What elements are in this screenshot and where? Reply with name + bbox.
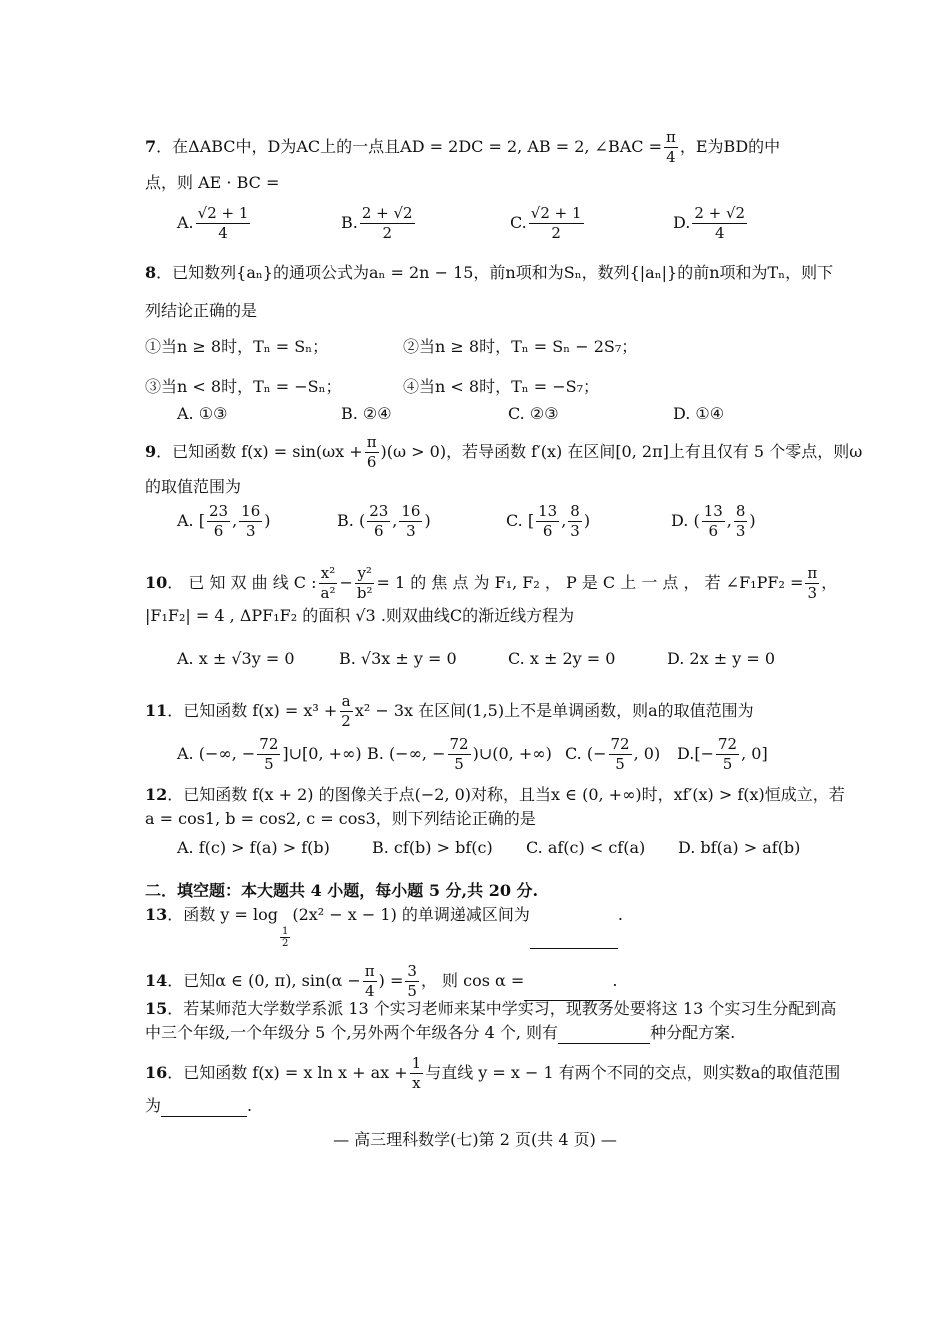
numerator: √2 + 1 [530, 204, 582, 222]
question-7-line-2: 点，则 AE · BC = [145, 173, 280, 192]
option-label: B. [341, 213, 358, 232]
bracket: [ [198, 511, 205, 530]
denominator: 3 [570, 522, 580, 540]
option-b: B. ②④ [341, 404, 392, 423]
option-d: D. bf(a) > af(b) [678, 838, 801, 857]
question-number: 9 [145, 442, 157, 461]
question-13 [145, 904, 623, 949]
denominator: 2 [382, 224, 392, 242]
option-a: A. [ $\frac{23}{6}$ , $\frac{16}{3}$ ) [177, 502, 271, 540]
option-label: C. [506, 511, 523, 530]
fraction [664, 128, 678, 167]
question-text: ．已知函数 f(x) = x ln x + ax + [167, 1063, 408, 1082]
punctuation: . [612, 971, 618, 990]
denominator: 5 [615, 755, 625, 773]
option-b [341, 204, 417, 243]
denominator: 6 [708, 522, 718, 540]
statement-3: ③当n < 8时，Tₙ = −Sₙ； [145, 377, 342, 396]
numerator: y² [357, 564, 372, 582]
option-label: C. [565, 744, 582, 763]
question-text: ．在ΔABC中，D为AC上的一点且AD = 2DC = 2, AB = 2, ∠BAC = [156, 137, 663, 156]
numerator: 23 [208, 502, 229, 520]
denominator: a² [320, 584, 336, 602]
option-a [177, 735, 362, 774]
answer-blank[interactable] [161, 1098, 247, 1117]
option-d [677, 735, 768, 774]
page-footer: — 高三理科数学(七)第 2 页(共 4 页) — [333, 1130, 617, 1149]
option-c: C. af(c) < cf(a) [526, 838, 646, 857]
question-text: ．已知函数 f(x + 2) 的图像关于点(−2, 0)对称，且当x ∈ (0, +∞)时，xf′(x) > f(x)恒成立，若 [167, 785, 845, 804]
option-a: A. ①③ [177, 404, 228, 423]
bracket: [ [527, 511, 535, 530]
option-a [177, 204, 252, 243]
interval-start: (−∞, − [198, 744, 256, 763]
numerator: π [364, 962, 375, 980]
numerator: 8 [735, 502, 746, 520]
minus-sign: − [339, 573, 353, 592]
question-14 [145, 962, 617, 1001]
question-8-line-1 [145, 262, 833, 284]
option-b: B. √3x ± y = 0 [339, 649, 457, 668]
numerator: 1 [281, 926, 289, 937]
numerator: 23 [369, 502, 389, 520]
option-label: D. [671, 511, 689, 530]
punctuation: ， [821, 573, 838, 592]
question-text: ．函数 y = log [167, 905, 278, 924]
option-b: B. ( $\frac{23}{6}$ , $\frac{16}{3}$ ) [337, 502, 431, 540]
option-label: B. [337, 511, 354, 530]
question-number: 7 [145, 137, 157, 156]
denominator: 5 [264, 755, 274, 773]
denominator: 3 [735, 522, 746, 540]
question-number: 14 [145, 971, 168, 990]
option-c: C. ②③ [508, 404, 559, 423]
question-12-line-2: a = cos1, b = cos2, c = cos3，则下列结论正确的是 [145, 809, 536, 828]
fraction [319, 564, 338, 603]
question-text: ， 则 cos α = [420, 971, 525, 990]
question-text: )(ω > 0)，若导函数 f′(x) 在区间[0, 2π]上有且仅有 5 个零点，则ω [380, 442, 863, 461]
numerator: 3 [407, 962, 417, 980]
option-b [367, 735, 552, 774]
option-c [510, 204, 586, 243]
denominator: 2 [551, 224, 561, 242]
question-9-line-1 [145, 433, 862, 472]
question-7-line-1 [145, 128, 780, 167]
denominator: x [412, 1074, 421, 1092]
bracket: ) [749, 511, 756, 530]
denominator: 3 [807, 584, 818, 602]
question-text: ．已知函数 f(x) = sin(ωx + [156, 442, 363, 461]
numerator: π [807, 564, 818, 582]
statement-2: ②当n ≥ 8时，Tₙ = Sₙ − 2S₇； [403, 337, 638, 356]
question-number: 11 [145, 701, 168, 720]
fraction [339, 692, 353, 731]
interval-end: )∪(0, +∞) [472, 744, 552, 763]
option-d: D. 2x ± y = 0 [667, 649, 776, 668]
numerator: 2 + √2 [694, 204, 746, 222]
option-c: C. [ $\frac{13}{6}$ , $\frac{8}{3}$ ) [506, 502, 591, 540]
question-15-line-2 [145, 1022, 735, 1044]
interval-start: (−∞, − [388, 744, 446, 763]
option-a: A. f(c) > f(a) > f(b) [177, 838, 330, 857]
denominator: 2 [281, 938, 289, 949]
answer-blank[interactable] [530, 930, 618, 949]
fraction [410, 1054, 424, 1093]
denominator: 2 [341, 712, 351, 730]
option-a: A. x ± √3y = 0 [177, 649, 295, 668]
interval-start: (− [586, 744, 607, 763]
statement-1: ①当n ≥ 8时，Tₙ = Sₙ； [145, 337, 329, 356]
punctuation: . [617, 905, 623, 924]
fraction [805, 564, 819, 603]
fraction [365, 433, 379, 472]
option-d: D. ①④ [673, 404, 725, 423]
numerator: a [341, 692, 351, 710]
option-d [673, 204, 749, 243]
question-number: 16 [145, 1063, 168, 1082]
question-text: ．已知数列{aₙ}的通项公式为aₙ = 2n − 15，前n项和为Sₙ，数列{|aₙ|}的前n项和为Tₙ，则下 [156, 263, 834, 282]
question-12-line-1 [145, 784, 845, 806]
question-16-line-2 [145, 1095, 252, 1117]
option-c: C. x ± 2y = 0 [508, 649, 616, 668]
denominator: 6 [542, 522, 553, 540]
answer-blank[interactable] [558, 1025, 650, 1044]
fraction [405, 962, 419, 1001]
numerator: 72 [449, 735, 469, 753]
denominator: 4 [364, 982, 375, 1000]
question-10-line-2: |F₁F₂| = 4 , ΔPF₁F₂ 的面积 √3 .则双曲线C的渐近线方程为 [145, 606, 575, 625]
denominator: 5 [407, 982, 417, 1000]
denominator: 3 [245, 522, 256, 540]
numerator: 8 [570, 502, 580, 520]
question-8-line-2: 列结论正确的是 [145, 301, 258, 320]
question-number: 10 [145, 573, 168, 592]
numerator: √2 + 1 [197, 204, 249, 222]
option-label: B. [367, 744, 384, 763]
denominator: b² [356, 584, 373, 602]
numerator: π [366, 433, 377, 451]
option-label: A. [177, 213, 194, 232]
question-11-line-1 [145, 692, 754, 731]
denominator: 5 [454, 755, 464, 773]
numerator: 72 [610, 735, 630, 753]
fraction [363, 962, 377, 1001]
fraction [355, 564, 375, 603]
section-heading: 二．填空题：本大题共 4 小题，每小题 5 分,共 20 分. [145, 881, 539, 900]
option-label: A. [177, 744, 194, 763]
option-d: D. ( $\frac{13}{6}$ , $\frac{8}{3}$ ) [671, 502, 756, 540]
denominator: 4 [714, 224, 725, 242]
numerator: 16 [401, 502, 421, 520]
numerator: 13 [538, 502, 558, 520]
option-label: D. [673, 213, 691, 232]
question-text: ．若某师范大学数学系派 13 个实习老师来某中学实习，现教务处要将这 13 个实习生分配到高 [167, 999, 837, 1018]
option-b: B. cf(b) > bf(c) [372, 838, 493, 857]
question-text: ，E为BD的中 [679, 137, 781, 156]
question-number: 15 [145, 999, 168, 1018]
bracket: ) [583, 511, 591, 530]
question-text: x² − 3x 在区间(1,5)上不是单调函数，则a的取值范围为 [354, 701, 754, 720]
denominator: 4 [218, 224, 228, 242]
numerator: 72 [259, 735, 279, 753]
interval-start: [− [694, 744, 714, 763]
question-text: (2x² − x − 1) 的单调递减区间为 [292, 905, 530, 924]
question-16-line-1 [145, 1054, 840, 1093]
option-c [565, 735, 660, 774]
denominator: 5 [722, 755, 733, 773]
bracket: ) [264, 511, 271, 530]
bracket: ) [424, 511, 431, 530]
log-base-fraction [280, 926, 290, 949]
denominator: 4 [666, 148, 676, 166]
question-10-line-1 [145, 564, 837, 603]
question-text: 中三个年级,一个年级分 5 个,另外两个年级各分 4 个, 则有 [145, 1023, 559, 1042]
question-number: 12 [145, 785, 168, 804]
question-15-line-1 [145, 998, 836, 1020]
denominator: 6 [366, 453, 377, 471]
numerator: 13 [703, 502, 723, 520]
question-text: ) = [378, 971, 404, 990]
question-text: = 1 的 焦 点 为 F₁, F₂ ， P 是 C 上 一 点 ， 若 ∠F₁PF₂ = [376, 573, 804, 592]
question-text: 为 [145, 1096, 162, 1115]
punctuation: . [247, 1096, 253, 1115]
question-text: ．已知函数 f(x) = x³ + [167, 701, 338, 720]
question-text: 与直线 y = x − 1 有两个不同的交点，则实数a的取值范围 [425, 1063, 841, 1082]
numerator: 2 + √2 [361, 204, 413, 222]
numerator: x² [320, 564, 336, 582]
numerator: π [666, 128, 676, 146]
interval-end: , 0] [741, 744, 768, 763]
option-label: A. [177, 511, 194, 530]
interval-end: ]∪[0, +∞) [282, 744, 362, 763]
option-label: C. [510, 213, 527, 232]
numerator: 72 [718, 735, 738, 753]
question-number: 8 [145, 263, 157, 282]
statement-4: ④当n < 8时，Tₙ = −S₇； [403, 377, 600, 396]
bracket: ( [693, 511, 700, 530]
interval-end: , 0) [633, 744, 661, 763]
numerator: 16 [241, 502, 261, 520]
denominator: 6 [373, 522, 384, 540]
question-9-line-2: 的取值范围为 [145, 477, 242, 496]
question-text: ．已知α ∈ (0, π), sin(α − [167, 971, 361, 990]
question-text: 种分配方案. [650, 1023, 736, 1042]
numerator: 1 [411, 1054, 422, 1072]
denominator: 3 [406, 522, 416, 540]
denominator: 6 [213, 522, 224, 540]
question-number: 13 [145, 905, 168, 924]
question-text: ． 已 知 双 曲 线 C : [167, 573, 317, 592]
bracket: ( [358, 511, 366, 530]
option-label: D. [677, 744, 695, 763]
